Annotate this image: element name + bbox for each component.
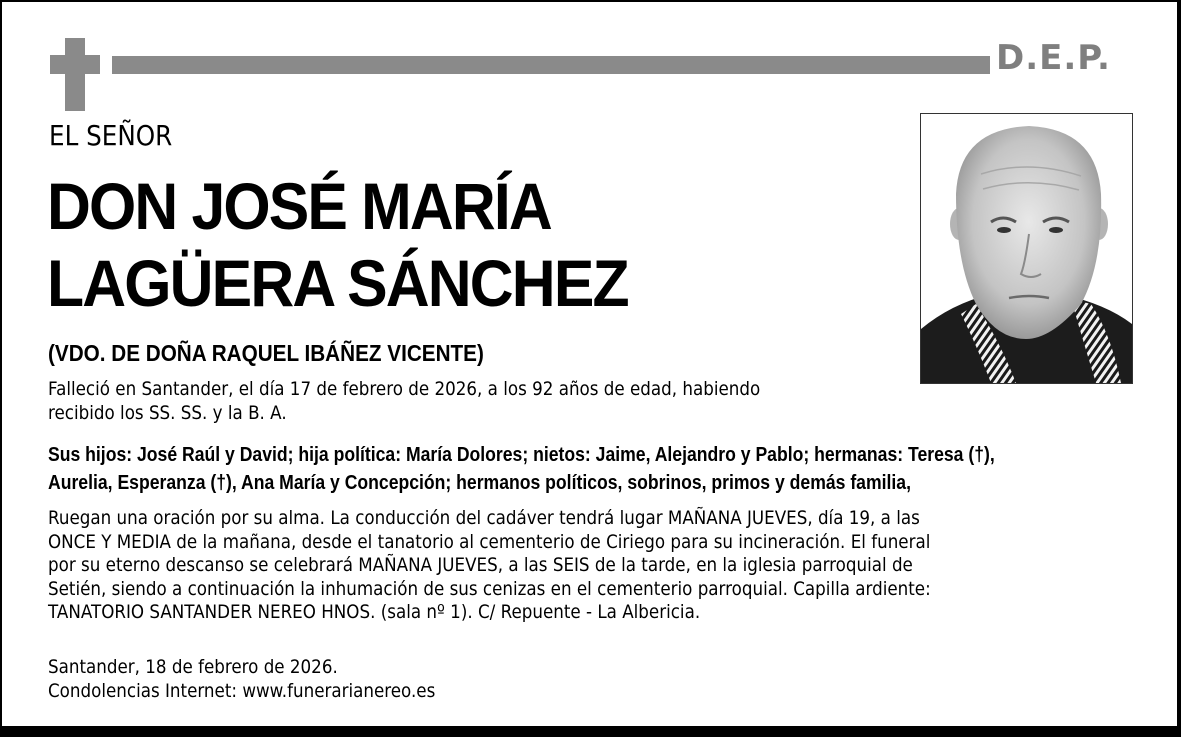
closing bbox=[48, 656, 435, 703]
name-line-1: DON JOSÉ MARÍA bbox=[47, 169, 551, 243]
portrait-photo bbox=[920, 113, 1133, 384]
service-line: por su eterno descanso se celebrará MAÑANA JUEVES, a las SEIS de la tarde, en la iglesia parroquial de bbox=[48, 554, 913, 576]
header-rule bbox=[112, 56, 990, 74]
death-line: recibido los SS. SS. y la B. A. bbox=[48, 401, 287, 424]
closing-date: Santander, 18 de febrero de 2026. bbox=[48, 656, 338, 678]
family-list bbox=[48, 441, 995, 497]
service-details bbox=[48, 507, 931, 625]
dep-label: D.E.P. bbox=[996, 38, 1111, 78]
obituary-notice bbox=[2, 2, 1177, 726]
death-details bbox=[48, 378, 760, 425]
service-line: TANATORIO SANTANDER NEREO HNOS. (sala nº 1). C/ Repuente - La Albericia. bbox=[48, 601, 701, 623]
deceased-name bbox=[47, 168, 628, 322]
death-line: Falleció en Santander, el día 17 de febrero de 2026, a los 92 años de edad, habiendo bbox=[48, 378, 761, 400]
family-line: Aurelia, Esperanza (†), Ana María y Concepción; hermanos políticos, sobrinos, primos y demás familia, bbox=[48, 472, 911, 494]
service-line: Setién, siendo a continuación la inhumación de sus cenizas en el cementerio parroquial. Capilla ardiente: bbox=[48, 577, 931, 600]
service-line: Ruegan una oración por su alma. La conducción del cadáver tendrá lugar MAÑANA JUEVES, día 19, a las bbox=[48, 507, 920, 529]
family-line: Sus hijos: José Raúl y David; hija política: María Dolores; nietos: Jaime, Alejandro y Pablo; hermanas: Teresa (†), bbox=[48, 444, 995, 466]
name-line-2: LAGÜERA SÁNCHEZ bbox=[47, 246, 628, 320]
widower-of: (VDO. DE DOÑA RAQUEL IBÁÑEZ VICENTE) bbox=[48, 340, 484, 366]
honorific: EL SEÑOR bbox=[49, 119, 173, 152]
service-line: ONCE Y MEDIA de la mañana, desde el tanatorio al cementerio de Ciriego para su incineración. El funeral bbox=[48, 530, 931, 553]
portrait-image bbox=[921, 114, 1132, 383]
condolences-link[interactable]: Condolencias Internet: www.funerarianereo.es bbox=[48, 679, 436, 702]
